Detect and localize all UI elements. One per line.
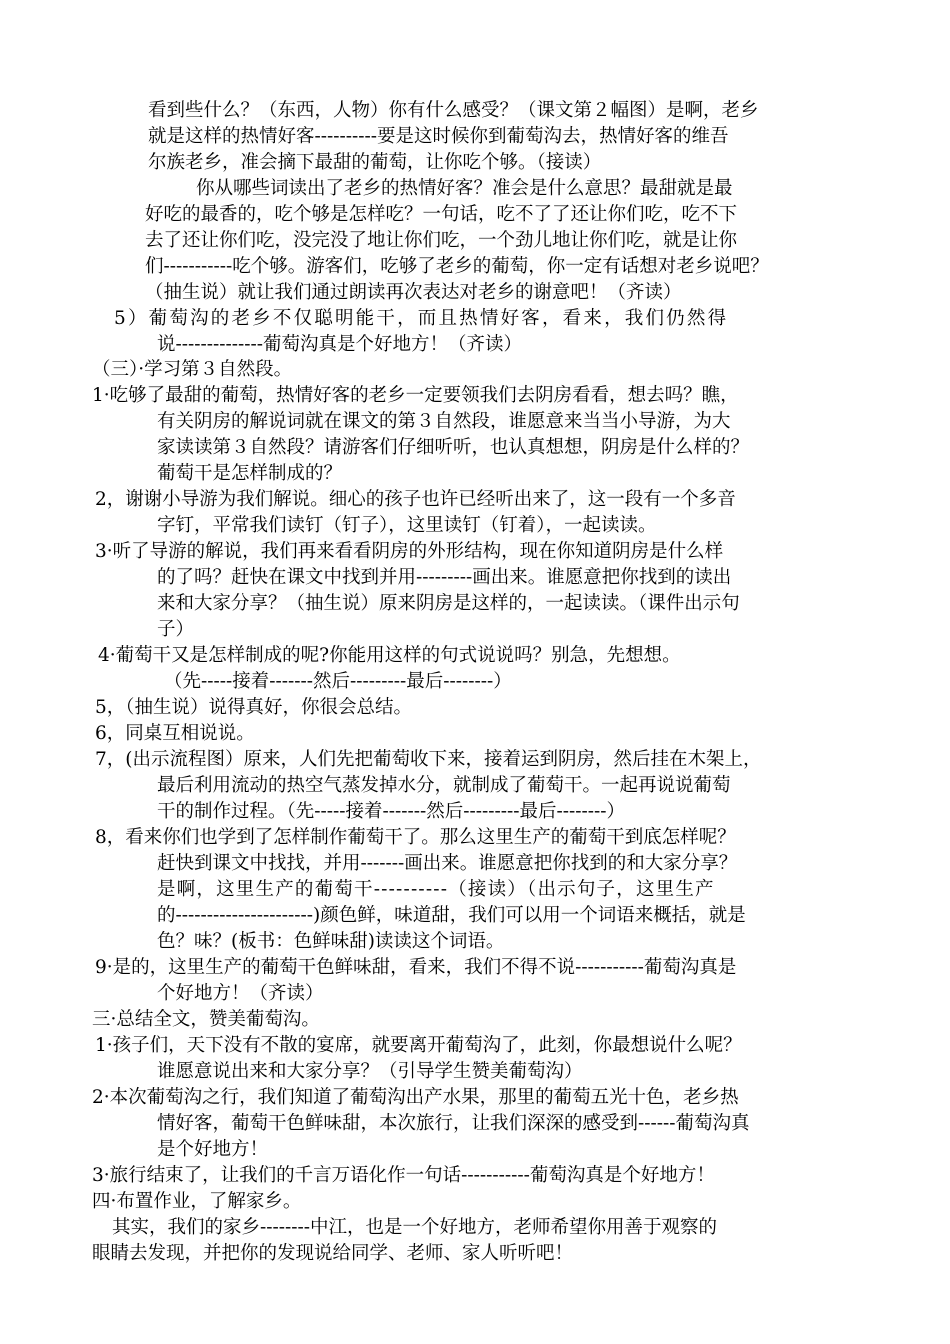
text-line: 有关阴房的解说词就在课文的第３自然段，谁愿意来当当小导游，为大 [157, 411, 731, 432]
text-line: 1·孩子们，天下没有不散的宴席，就要离开葡萄沟了，此刻，你最想说什么呢？ [95, 1035, 742, 1056]
text-line: 8，看来你们也学到了怎样制作葡萄干了。那么这里生产的葡萄干到底怎样呢？ [95, 827, 736, 848]
text-line: 子） [157, 619, 195, 640]
text-line: 3·听了导游的解说，我们再来看看阴房的外形结构，现在你知道阴房是什么样 [95, 541, 724, 562]
text-line: 5）葡萄沟的老乡不仅聪明能干，而且热情好客，看来，我们仍然得 [114, 308, 729, 329]
text-line: 好吃的最香的，吃个够是怎样吃？一句话，吃不了了还让你们吃，吃不下 [145, 204, 738, 225]
text-line: 个好地方！（齐读） [157, 983, 324, 1004]
section-heading: （三）·学习第３自然段。 [92, 359, 293, 380]
text-line: 葡萄干是怎样制成的？ [157, 463, 343, 484]
text-line: 眼睛去发现，并把你的发现说给同学、老师、家人听听吧！ [92, 1243, 574, 1264]
text-line: 字钉，平常我们读钉（钉子），这里读钉（钉着），一起读读。 [157, 515, 657, 536]
text-line: 你从哪些词读出了老乡的热情好客？准会是什么意思？最甜就是最 [196, 178, 733, 199]
text-line: 的----------------------)颜色鲜，味道甜，我们可以用一个词语来概括，就是 [157, 905, 746, 926]
text-line: 家读读第３自然段？请游客们仔细听听，也认真想想，阴房是什么样的？ [157, 437, 750, 458]
text-line: 7，(出示流程图）原来，人们先把葡萄收下来，接着运到阴房，然后挂在木架上， [95, 749, 762, 770]
text-line: 来和大家分享？（抽生说）原来阴房是这样的，一起读读。（课件出示句 [157, 593, 740, 614]
text-line: （先-----接着-------然后---------最后--------） [164, 671, 512, 692]
text-line: 赶快到课文中找找，并用-------画出来。谁愿意把你找到的和大家分享？ [157, 853, 738, 874]
text-line: 色？味？(板书：色鲜味甜)读读这个词语。 [157, 931, 505, 952]
text-line: 1·吃够了最甜的葡萄，热情好客的老乡一定要领我们去阴房看看，想去吗？瞧， [92, 385, 739, 406]
text-line: 2，谢谢小导游为我们解说。细心的孩子也许已经听出来了，这一段有一个多音 [95, 489, 736, 510]
text-line: 是个好地方！ [157, 1139, 269, 1160]
text-line: 就是这样的热情好客----------要是这时候你到葡萄沟去，热情好客的维吾 [148, 126, 729, 147]
text-line: （抽生说）就让我们通过朗读再次表达对老乡的谢意吧！（齐读） [145, 282, 682, 303]
text-line: 情好客，葡萄干色鲜味甜，本次旅行，让我们深深的感受到------葡萄沟真 [157, 1113, 750, 1134]
text-line: 是啊，这里生产的葡萄干----------（接读）（出示句子，这里生产 [157, 879, 715, 900]
text-line: 最后利用流动的热空气蒸发掉水分，就制成了葡萄干。一起再说说葡萄 [157, 775, 731, 796]
text-line: 5，（抽生说）说得真好，你很会总结。 [95, 697, 413, 718]
text-line: 6，同桌互相说说。 [95, 723, 255, 744]
text-line: 尔族老乡，准会摘下最甜的葡萄，让你吃个够。（接读） [148, 152, 602, 173]
text-line: 谁愿意说出来和大家分享？（引导学生赞美葡萄沟） [157, 1061, 583, 1082]
text-line: 们-----------吃个够。游客们，吃够了老乡的葡萄，你一定有话想对老乡说吧？ [145, 256, 769, 277]
text-line: 2·本次葡萄沟之行，我们知道了葡萄沟出产水果，那里的葡萄五光十色，老乡热 [92, 1087, 739, 1108]
text-line: 的了吗？赶快在课文中找到并用---------画出来。谁愿意把你找到的读出 [157, 567, 732, 588]
text-line: 去了还让你们吃，没完没了地让你们吃，一个劲儿地让你们吃，就是让你 [145, 230, 738, 251]
section-heading: 三·总结全文，赞美葡萄沟。 [92, 1009, 320, 1030]
text-line: 干的制作过程。（先-----接着-------然后---------最后--------） [157, 801, 626, 822]
text-line: 4·葡萄干又是怎样制成的呢?你能用这样的句式说说吗？别急，先想想。 [98, 645, 681, 666]
text-line: 看到些什么？（东西，人物）你有什么感受？（课文第２幅图）是啊，老乡 [148, 100, 759, 121]
text-line: 3·旅行结束了，让我们的千言万语化作一句话-----------葡萄沟真是个好地方！ [92, 1165, 715, 1186]
text-line: 9·是的，这里生产的葡萄干色鲜味甜，看来，我们不得不说-----------葡萄沟真是 [95, 957, 737, 978]
text-line: 其实，我们的家乡--------中江，也是一个好地方，老师希望你用善于观察的 [112, 1217, 718, 1238]
section-heading: 四·布置作业，了解家乡。 [92, 1191, 302, 1212]
text-line: 说--------------葡萄沟真是个好地方！（齐读） [157, 334, 523, 355]
